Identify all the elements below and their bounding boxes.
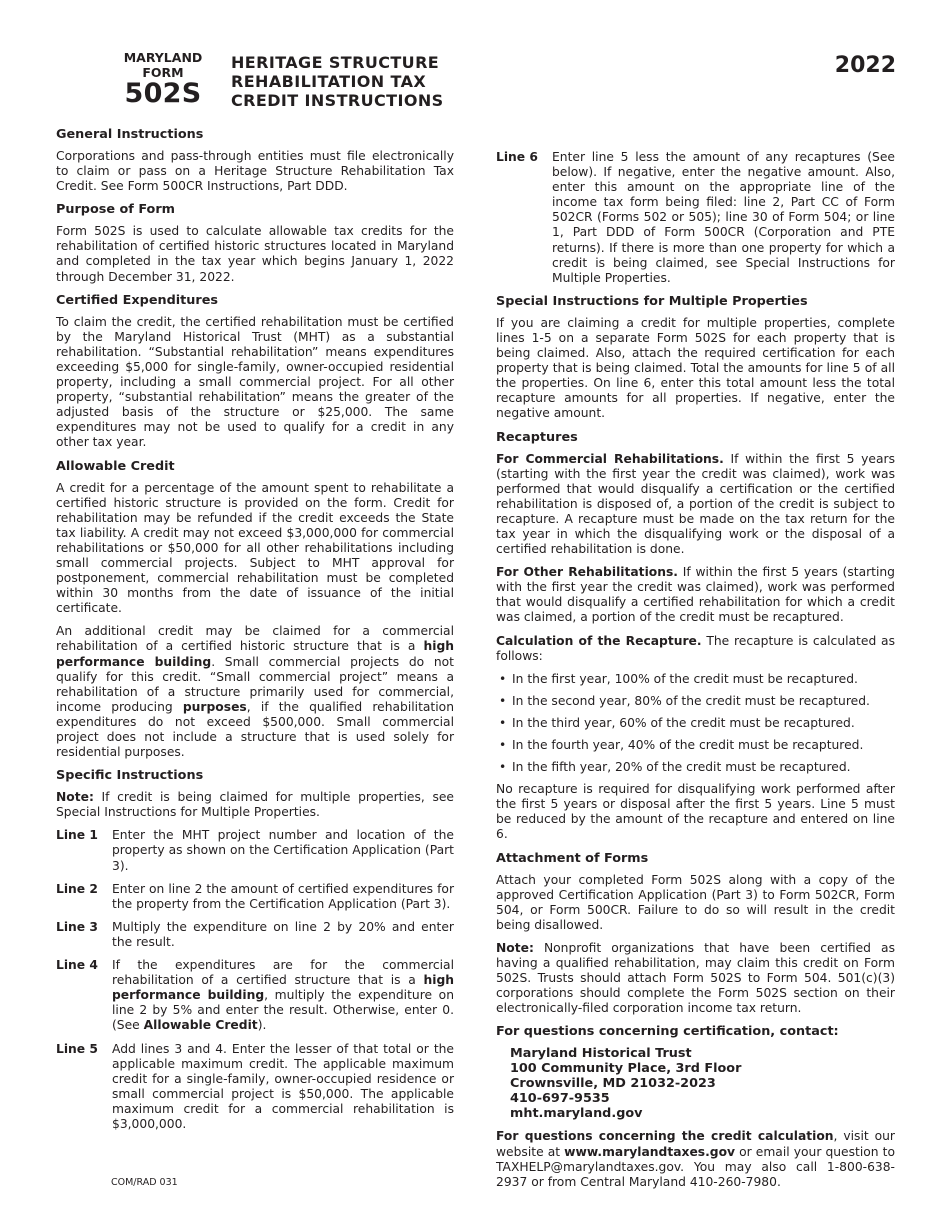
contact-phone: 410-697-9535 [510, 1091, 610, 1107]
line-label: Line 5 [56, 1041, 98, 1056]
purpose-text: Form 502S is used to calculate allowable tax credits for the rehabilitation of certified historic structures located in Maryland and completed in the tax year which begins January 1, 2022 through December 31, 2022. [56, 224, 454, 284]
list-item: • In the fourth year, 40% of the credit must be recaptured. [496, 738, 895, 753]
general-text: Corporations and pass-through entities must file electronically to claim or pass on a Heritage Structure Rehabilitation Tax Credit. See Form 500CR Instructions, Part DDD. [56, 149, 454, 194]
recapture-bullets [496, 672, 895, 775]
right-column [496, 150, 895, 1198]
state-label: MARYLAND [123, 50, 203, 65]
line-label: Line 2 [56, 881, 98, 896]
general-heading: General Instructions [56, 127, 204, 142]
line-text: Add lines 3 and 4. Enter the lesser of that total or the applicable maximum credit. The applicable maximum credit for a single-family, owner-occupied residence or small commercial project is $50,000. The applicable maximum credit for a commercial rehabilitation is $3,000,000. [112, 1041, 454, 1131]
list-item: • In the second year, 80% of the credit must be recaptured. [496, 694, 895, 709]
calculation-questions: For questions concerning the credit calculation, visit our website at www.marylandtaxes.gov or email your question to TAXHELP@marylandtaxes.gov. You may also call 1-800-638-2937 or from Central Maryland 410-260-7980. [496, 1129, 895, 1189]
attachment-note: Note: Nonprofit organizations that have been certified as having a qualified rehabilitation, may claim this credit on Form 502S. Trusts should attach Form 502S to Form 504. 501(c)(3) corporations should complete the Form 502S section on their electronically-filed corporation income tax return. [496, 940, 895, 1016]
contact-heading: For questions concerning certification, contact: [496, 1024, 839, 1040]
line-label: Line 4 [56, 958, 98, 973]
contact-address-1: 100 Community Place, 3rd Floor [510, 1061, 742, 1077]
certified-text: To claim the credit, the certified rehabilitation must be certified by the Maryland Historical Trust (MHT) as a substantial rehabilitation. “Substantial rehabilitation” means expenditures exceeding $5,000 for single-family, owner-occupied residential property, including a small commercial project. For all other property, “substantial rehabilitation” means the greater of the adjusted basis of the structure or $25,000. The same expenditures may not be used to qualify for a credit in any other tax year. [56, 314, 454, 450]
allowable-text-1: A credit for a percentage of the amount spent to rehabilitate a certified historic structure is provided on the form. Credit for rehabilitation may be refunded if the credit exceeds the State tax liability. A credit may not exceed $3,000,000 for commercial rehabilitations or $50,000 for all other rehabilitations including small commercial projects. Subject to MHT approval for postponement, commercial rehabilitation must be completed within 30 months from the date of issuance of the initial certificate. [56, 480, 454, 616]
list-item: • In the first year, 100% of the credit must be recaptured. [496, 672, 895, 687]
line-text: If the expenditures are for the commercial rehabilitation of a certified structure that is a high performance building, multiply the expenditure on line 2 by 5% and enter the result. Otherwise, enter 0. (See Allowable Credit). [112, 958, 455, 1033]
specific-note: Note: If credit is being claimed for multiple properties, see Special Instructions for Multiple Properties. [56, 790, 454, 820]
multiple-heading: Special Instructions for Multiple Properties [496, 293, 808, 309]
line-5-instruction [56, 1042, 454, 1133]
contact-address-2: Crownsville, MD 21032-2023 [510, 1076, 716, 1092]
certified-heading: Certified Expenditures [56, 292, 218, 308]
line-text: Multiply the expenditure on line 2 by 20% and enter the result. [112, 919, 454, 949]
line-2-instruction [56, 882, 454, 912]
recaptures-heading: Recaptures [496, 429, 578, 445]
form-number: 502S [124, 78, 202, 109]
title-line-1: HERITAGE STRUCTURE [231, 53, 440, 72]
line-label: Line 6 [496, 150, 538, 164]
line-4-instruction [56, 958, 454, 1033]
attachment-text: Attach your completed Form 502S along with a copy of the approved Certification Application (Part 3) to Form 502CR, Form 504, or Form 500CR. Failure to do so will result in the credit being disallowed. [496, 872, 895, 932]
recapture-calculation: Calculation of the Recapture. The recapture is calculated as follows: [496, 633, 895, 663]
recapture-other: For Other Rehabilitations. If within the first 5 years (starting with the first year the credit was claimed), work was performed that would disqualify a certified rehabilitation for which a credit was claimed, a portion of the credit must be recaptured. [496, 565, 895, 625]
bullet-icon: • [499, 693, 507, 708]
bullet-icon: • [499, 760, 507, 775]
line-text: Enter on line 2 the amount of certified expenditures for the property from the Certification Application (Part 3). [112, 881, 454, 911]
specific-heading: Specific Instructions [56, 768, 204, 784]
line-text: Enter the MHT project number and location of the property as shown on the Certification Application (Part 3). [112, 828, 454, 873]
bullet-icon: • [499, 715, 507, 730]
list-item: • In the third year, 60% of the credit must be recaptured. [496, 716, 895, 731]
attachment-heading: Attachment of Forms [496, 850, 649, 866]
list-item: • In the fifth year, 20% of the credit must be recaptured. [496, 760, 895, 775]
line-text: Enter line 5 less the amount of any recaptures (See below). If negative, enter the negative amount. Also, enter this amount on the appropriate line of the income tax form being filed: line 2, Part CC of Form 502CR (Forms 502 or 505); line 30 of Form 504; or line 1, Part DDD of Form 500CR (Corporation and PTE returns). If there is more than one property for which a credit is being claimed, see Special Instructions for Multiple Properties. [552, 150, 895, 285]
line-1-instruction [56, 828, 454, 873]
line-3-instruction [56, 920, 454, 950]
allowable-heading: Allowable Credit [56, 458, 175, 474]
recapture-commercial: For Commercial Rehabilitations. If within the first 5 years (starting with the first year the credit was claimed), work was performed that would disqualify a certification or the certified rehabilitation is disposed of, a portion of the credit is subject to recapture. A recapture must be made on the tax return for the tax year in which the disqualifying work or the disposal of a certified rehabilitation is done. [496, 451, 895, 557]
line-6-instruction [496, 150, 895, 286]
contact-website[interactable]: mht.maryland.gov [510, 1106, 643, 1122]
title-line-3: CREDIT INSTRUCTIONS [231, 91, 444, 110]
page-title [231, 53, 444, 110]
recapture-after: No recapture is required for disqualifying work performed after the first 5 years or disposal after the first 5 years. Line 5 must be reduced by the amount of the recapture and entered on line 6. [496, 782, 895, 842]
allowable-text-2: An additional credit may be claimed for a commercial rehabilitation of a certified historic structure that is a high performance building. Small commercial projects do not qualify for this credit. “Small commercial project” means a rehabilitation of a structure primarily used for commercial, income producing purposes, if the qualified rehabilitation expenditures do not exceed $500,000. Small commercial project does not include a structure that is used solely for residential purposes. [56, 624, 455, 760]
multiple-text: If you are claiming a credit for multiple properties, complete lines 1-5 on a separate Form 502S for each property that is being claimed. Also, attach the required certification for each property that is being claimed. Total the amounts for line 5 of all the properties. On line 6, enter this total amount less the total recapture amounts for all properties. If negative, enter the negative amount. [496, 315, 895, 421]
form-id-block [118, 52, 208, 107]
form-word: FORM [142, 64, 184, 80]
contact-org: Maryland Historical Trust [510, 1046, 692, 1062]
bullet-icon: • [499, 738, 507, 752]
left-column [56, 127, 454, 1140]
title-line-2: REHABILITATION TAX [231, 72, 427, 91]
line-label: Line 1 [56, 828, 98, 843]
footer-code: COM/RAD 031 [111, 1177, 178, 1188]
contact-block [510, 1046, 895, 1121]
website-link[interactable]: www.marylandtaxes.gov [564, 1144, 736, 1159]
line-label: Line 3 [56, 919, 98, 934]
purpose-heading: Purpose of Form [56, 202, 175, 218]
tax-year: 2022 [834, 53, 896, 78]
bullet-icon: • [499, 671, 507, 686]
